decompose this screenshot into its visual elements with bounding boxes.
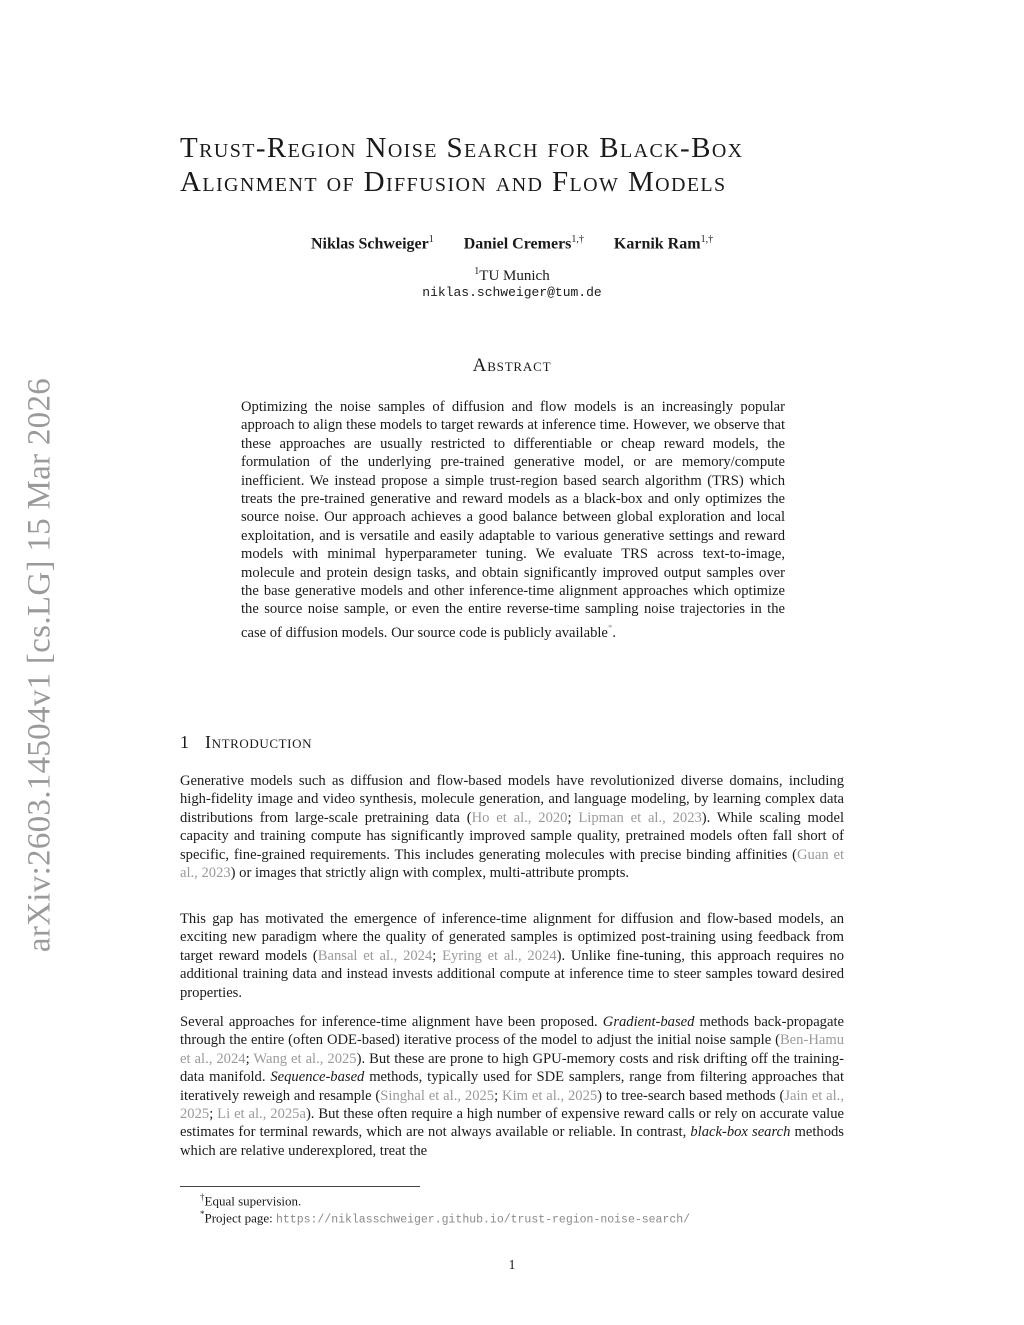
arxiv-side-stamp bbox=[20, 370, 60, 960]
citation-link[interactable]: Eyring et al., 2024 bbox=[442, 947, 557, 964]
citation-link[interactable]: Li et al., 2025a bbox=[217, 1106, 306, 1123]
author-3: Karnik Ram$^{1,\dagger}$ bbox=[613, 234, 714, 253]
author-list bbox=[180, 234, 844, 253]
intro-paragraph-3: Several approaches for inference-time alignment have been proposed. Gradient-based methods back-propagate through the entire (often ODE-based) iterative process of the model to adjust the initial noise sample (Ben-Hamu et al., 2024; Wang et al., 2025). But these are prone to high GPU-memory costs and risk drifting off the training-data manifold. Sequence-based methods, typically used for SDE samplers, range from filtering approaches that iteratively reweigh and resample (Singhal et al., 2025; Kim et al., 2025) to tree-search based methods (Jain et al., 2025; Li et al., 2025a). But these often require a high number of expensive reward calls or rely on accurate value estimates for terminal rewards, which are not always available or reliable. In contrast, black-box search methods which are relative underexplored, treat the bbox=[180, 1014, 844, 1159]
footnote-divider bbox=[180, 1186, 420, 1187]
arxiv-identifier: arXiv:2603.14504v1 [cs.LG] 15 Mar 2026 bbox=[21, 377, 58, 953]
citation-link[interactable]: Kim et al., 2025 bbox=[502, 1087, 598, 1104]
citation-link[interactable]: Guan et al., 2023 bbox=[180, 846, 844, 882]
affiliation: $^1$TU Munich bbox=[474, 266, 550, 284]
citation-link[interactable]: Wang et al., 2025 bbox=[253, 1050, 357, 1067]
footnote-project-page: *Project page: https://niklasschweiger.github.io/trust-region-noise-search/ bbox=[200, 1209, 691, 1227]
intro-paragraph-1: Generative models such as diffusion and flow-based models have revolutionized diverse domains, including high-fidelity image and video synthesis, molecule generation, and language modeling, by learning complex data distributions from large-scale pretraining data (Ho et al., 2020; Lipman et al., 2023). While scaling model capacity and training compute has significantly improved sample quality, pretrained models often fall short of specific, fine-grained requirements. This includes generating molecules with precise binding affinities (Guan et al., 2023) or images that strictly align with complex, multi-attribute prompts. bbox=[180, 773, 844, 882]
section-heading-introduction bbox=[180, 732, 312, 753]
citation-link[interactable]: Jain et al., 2025 bbox=[180, 1087, 844, 1123]
abstract-text: Optimizing the noise samples of diffusion and flow models is an increasingly popular approach to align these models to target rewards at inference time. However, we observe that these approaches are usually restricted to differentiable or cheap reward models, the formulation of the underlying pre-trained generative model, or are memory/compute inefficient. We instead propose a simple trust-region based search algorithm (TRS) which treats the pre-trained generative and reward models as a black-box and only optimizes the source noise. Our approach achieves a good balance between global exploration and local exploitation, and is versatile and easily adaptable to various generative settings and reward models with minimal hyperparameter tuning. We evaluate TRS across text-to-image, molecule and protein design tasks, and obtain significantly improved output samples over the base generative models and other inference-time alignment approaches which optimize the source noise sample, or even the entire reverse-time sampling noise trajectories in the case of diffusion models. Our source code is publicly available*. bbox=[241, 399, 785, 641]
author-email: niklas.schweiger@tum.de bbox=[422, 285, 602, 300]
page-number: 1 bbox=[508, 1258, 516, 1273]
footnote-equal-supervision: †Equal supervision. bbox=[200, 1192, 302, 1209]
intro-paragraph-2: This gap has motivated the emergence of inference-time alignment for diffusion and flow-based models, an exciting new paradigm where the quality of generated samples is optimized post-training using feedback from target reward models (Bansal et al., 2024; Eyring et al., 2024). Unlike fine-tuning, this approach requires no additional training data and instead invests additional compute at inference time to steer samples toward desired properties. bbox=[180, 911, 845, 1001]
citation-link[interactable]: Ben-Hamu et al., 2024 bbox=[180, 1032, 844, 1067]
author-1: Niklas Schweiger$^1$ bbox=[310, 234, 434, 253]
paper-title-line-1: Trust-Region Noise Search for Black-Box bbox=[180, 132, 744, 164]
citation-link[interactable]: Lipman et al., 2023 bbox=[578, 809, 702, 826]
footnote-marker[interactable]: * bbox=[607, 622, 613, 633]
citation-link[interactable]: Ho et al., 2020 bbox=[471, 809, 568, 826]
project-page-link[interactable]: https://niklasschweiger.github.io/trust-region-noise-search/ bbox=[275, 1213, 691, 1227]
abstract-heading: Abstract bbox=[472, 355, 552, 376]
section-title: Introduction bbox=[205, 732, 313, 752]
paper-title-line-2: Alignment of Diffusion and Flow Models bbox=[180, 166, 727, 198]
section-number: 1 bbox=[180, 732, 189, 752]
citation-link[interactable]: Singhal et al., 2025 bbox=[380, 1087, 495, 1104]
author-2: Daniel Cremers$^{1,\dagger}$ bbox=[463, 234, 584, 253]
citation-link[interactable]: Bansal et al., 2024 bbox=[317, 947, 433, 964]
